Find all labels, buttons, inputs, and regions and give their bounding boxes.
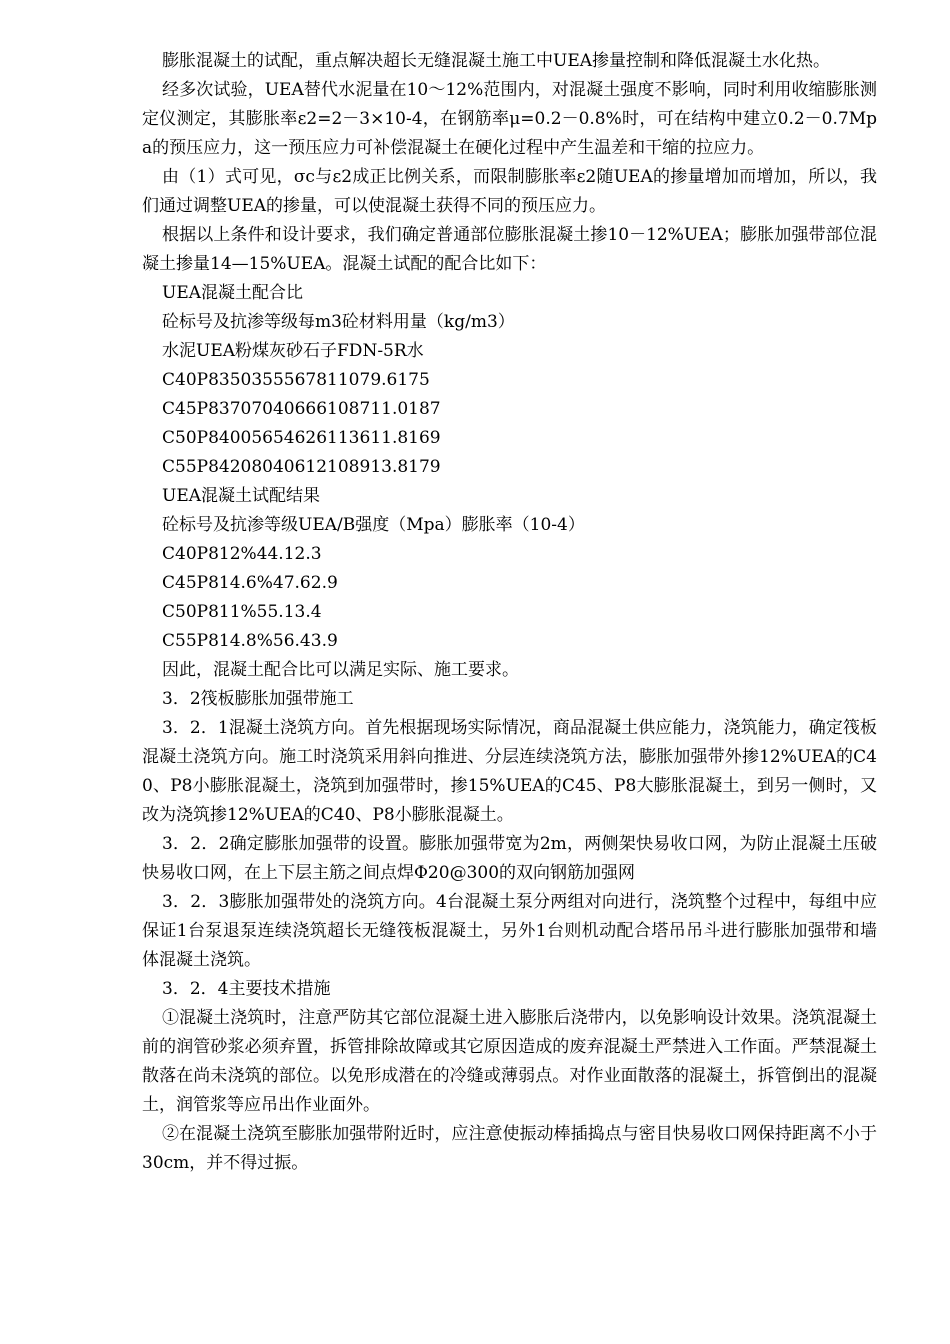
paragraph-test-results: 经多次试验，UEA替代水泥量在10～12%范围内，对混凝土强度不影响，同时利用收缩膨胀测定仪测定，其膨胀率ε2=2－3×10-4，在钢筋率μ=0.2－0.8%时，可在结构中建立0.2－0.7Mpa的预压应力，这一预压应力可补偿混凝土在硬化过程中产生温差和干缩的拉应力。 [142,80,877,158]
paragraph-uea-trial-intro: 膨胀混凝土的试配，重点解决超长无缝混凝土施工中UEA掺量控制和降低混凝土水化热。 [162,51,831,71]
mix-ratio-row: C50P84005654626113611.8169 [162,428,441,448]
mix-ratio-row: C40P8350355567811079.6175 [162,370,430,390]
mix-ratio-row: C45P83707040666108711.0187 [162,399,441,419]
mix-ratio-header-2: 水泥UEA粉煤灰砂石子FDN-5R水 [162,341,424,361]
trial-result-row: C40P812%44.12.3 [162,544,322,564]
mix-ratio-row: C55P84208040612108913.8179 [162,457,441,477]
trial-result-row: C55P814.8%56.43.9 [162,631,338,651]
document-body [142,47,877,1178]
paragraph-conclusion: 因此，混凝土配合比可以满足实际、施工要求。 [162,660,519,680]
mix-ratio-header-1: 砼标号及抗渗等级每m3砼材料用量（kg/m3） [162,312,515,332]
paragraph-3-2-1: 3．2．1混凝土浇筑方向。首先根据现场实际情况，商品混凝土供应能力，浇筑能力，确定筏板混凝土浇筑方向。施工时浇筑采用斜向推进、分层连续浇筑方法，膨胀加强带外掺12%UEA的C40、P8小膨胀混凝土，浇筑到加强带时，掺15%UEA的C45、P8大膨胀混凝土，到另一侧时，又改为浇筑掺12%UEA的C40、P8小膨胀混凝土。 [142,718,877,825]
paragraph-measure-2: ②在混凝土浇筑至膨胀加强带附近时，应注意使振动棒插捣点与密目快易收口网保持距离不小于30cm，并不得过振。 [142,1124,877,1173]
section-heading-3-2: 3．2筏板膨胀加强带施工 [162,689,354,709]
trial-result-row: C50P811%55.13.4 [162,602,322,622]
paragraph-formula-relation: 由（1）式可见，σc与ε2成正比例关系，而限制膨胀率ε2随UEA的掺量增加而增加，所以，我们通过调整UEA的掺量，可以使混凝土获得不同的预压应力。 [142,167,877,216]
paragraph-measure-1: ①混凝土浇筑时，注意严防其它部位混凝土进入膨胀后浇带内，以免影响设计效果。浇筑混凝土前的润管砂浆必须弃置，拆管排除故障或其它原因造成的废弃混凝土严禁进入工作面。严禁混凝土散落在尚未浇筑的部位。以免形成潜在的冷缝或薄弱点。对作业面散落的混凝土，拆管倒出的混凝土，润管浆等应吊出作业面外。 [142,1008,877,1115]
paragraph-3-2-2: 3．2．2确定膨胀加强带的设置。膨胀加强带宽为2m，两侧架快易收口网，为防止混凝土压破快易收口网，在上下层主筋之间点焊Φ20@300的双向钢筋加强网 [142,834,877,883]
paragraph-3-2-3: 3．2．3膨胀加强带处的浇筑方向。4台混凝土泵分两组对向进行，浇筑整个过程中，每组中应保证1台泵退泵连续浇筑超长无缝筏板混凝土，另外1台则机动配合塔吊吊斗进行膨胀加强带和墙体混凝土浇筑。 [142,892,877,970]
trial-result-header: 砼标号及抗渗等级UEA/B强度（Mpa）膨胀率（10-4） [162,515,585,535]
paragraph-mix-determination: 根据以上条件和设计要求，我们确定普通部位膨胀混凝土掺10－12%UEA；膨胀加强带部位混凝土掺量14—15%UEA。混凝土试配的配合比如下： [142,225,877,274]
trial-result-row: C45P814.6%47.62.9 [162,573,338,593]
section-heading-3-2-4: 3．2．4主要技术措施 [162,979,331,999]
mix-ratio-title: UEA混凝土配合比 [162,283,304,303]
trial-result-title: UEA混凝土试配结果 [162,486,321,506]
